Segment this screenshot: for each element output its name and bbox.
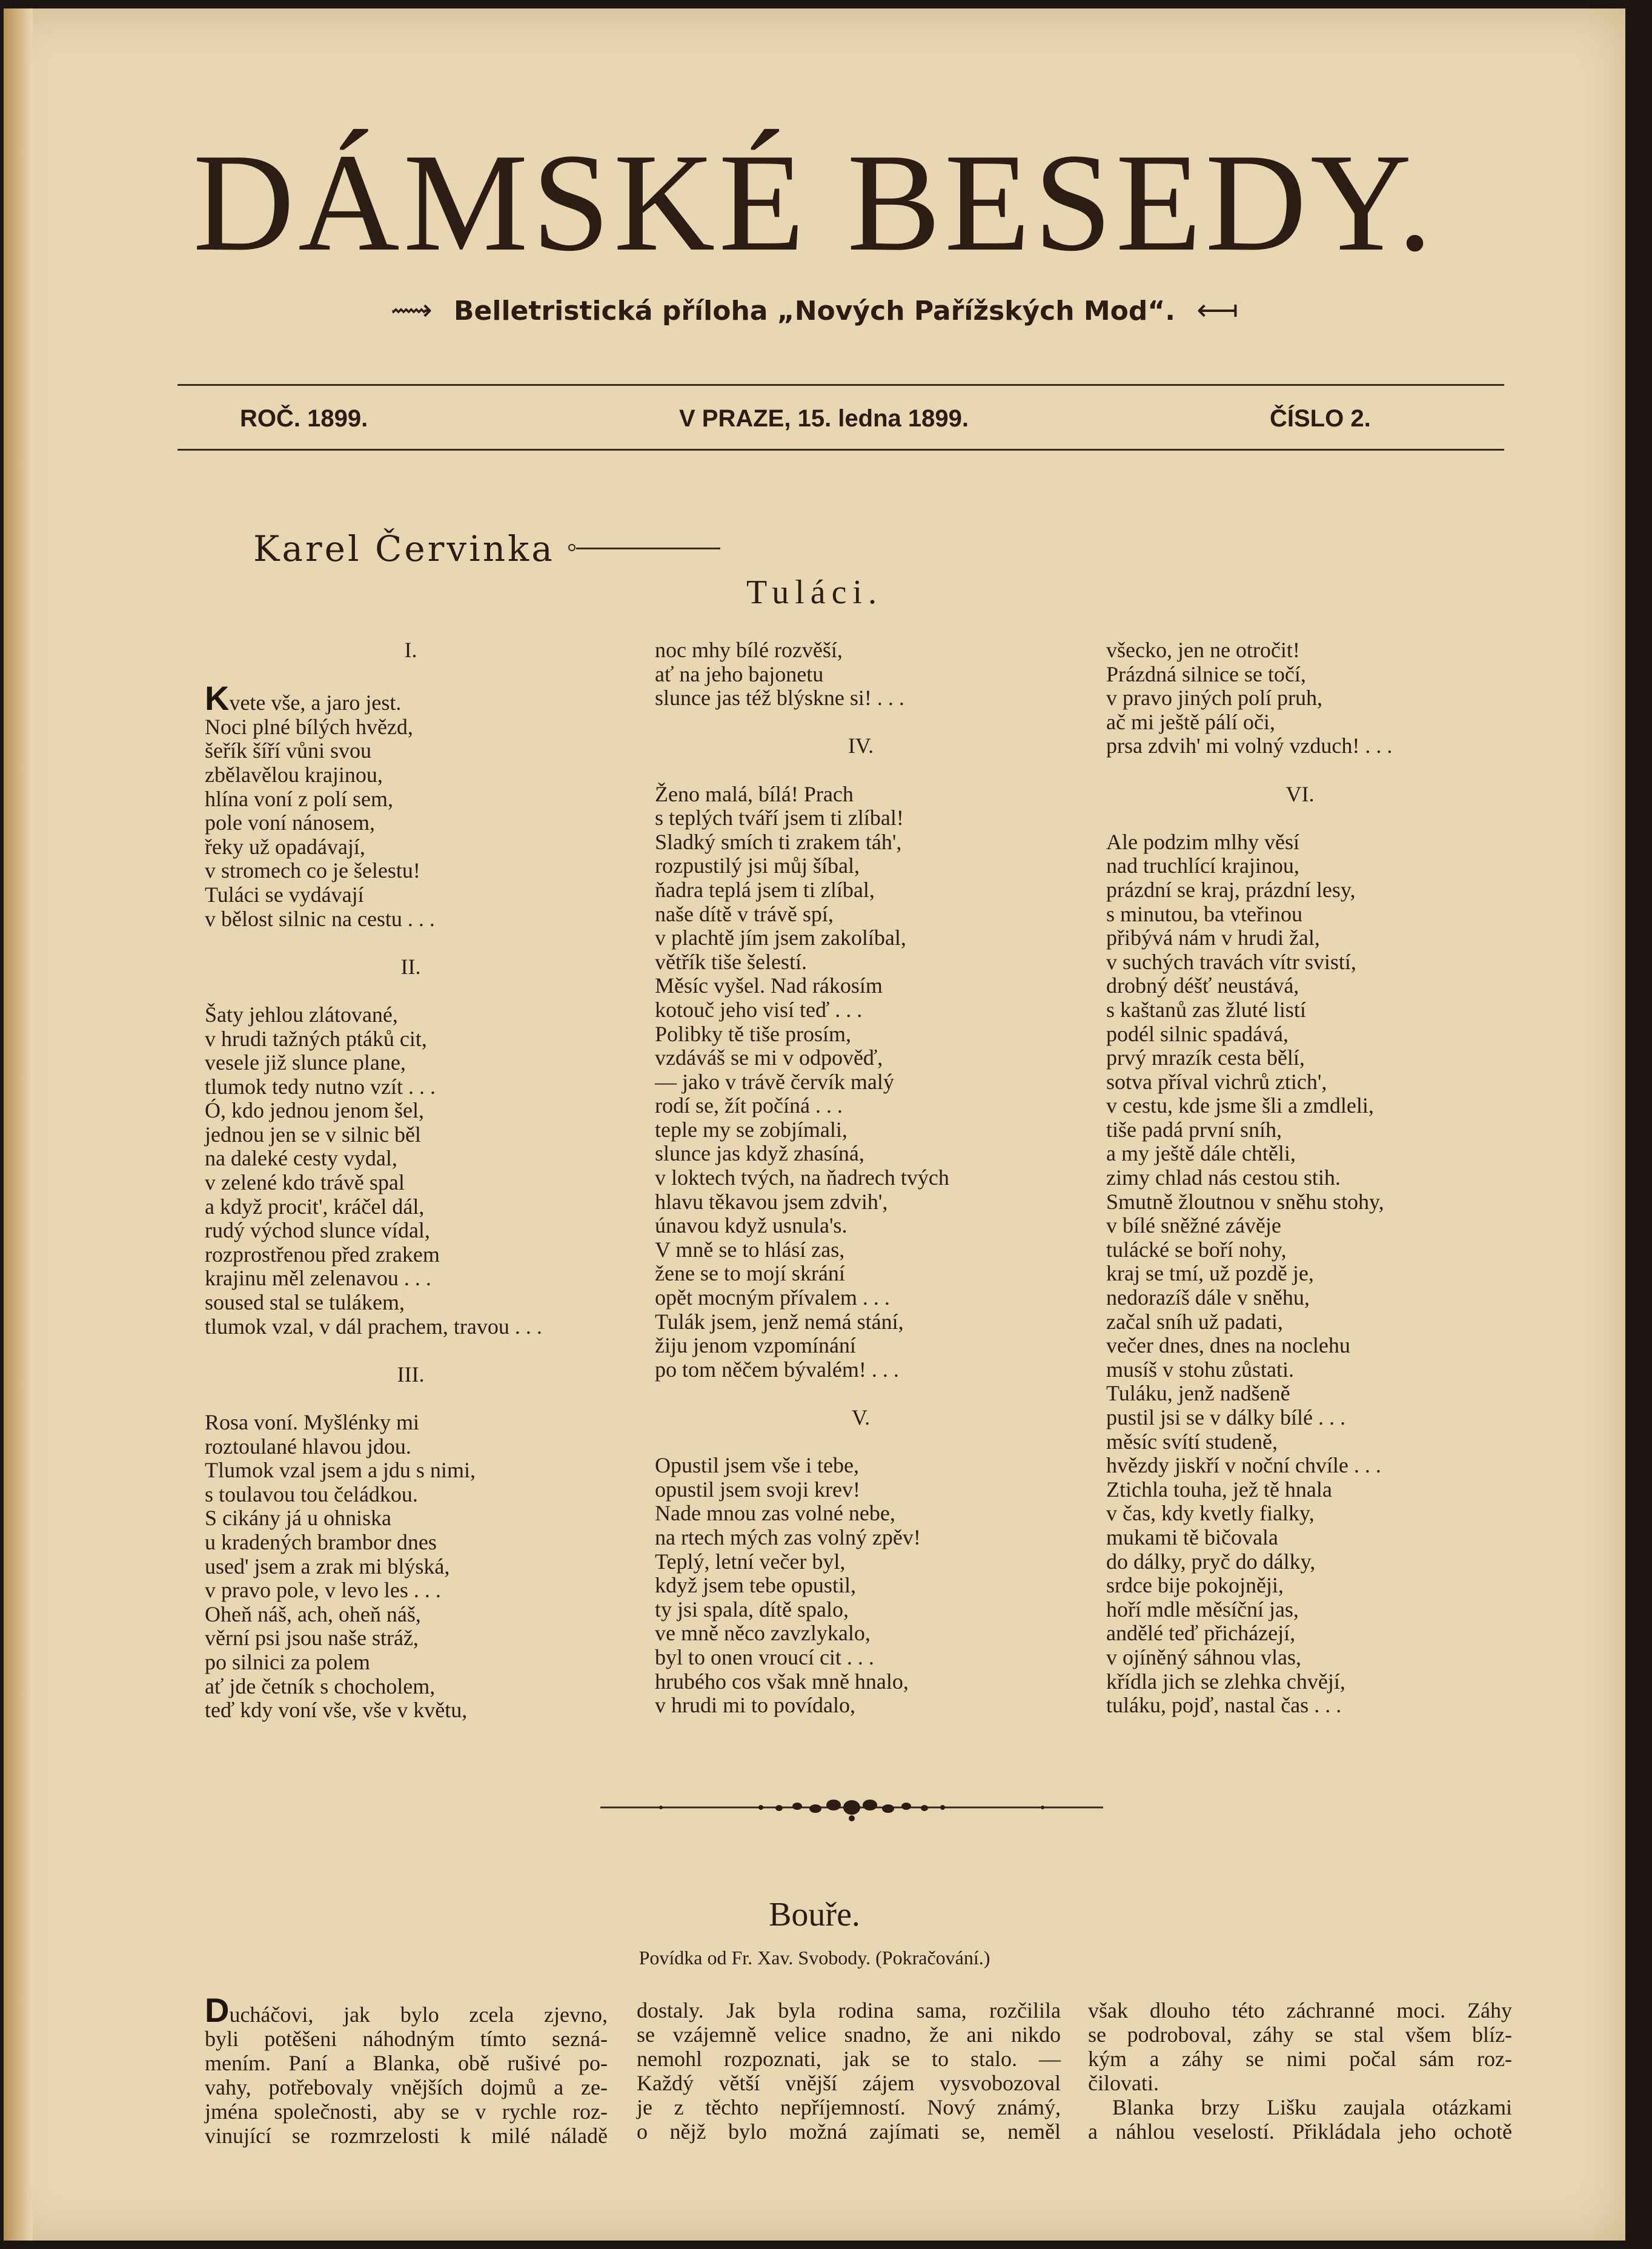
poem-line: s kaštanů zas žluté listí bbox=[1106, 997, 1306, 1022]
poem-line: hvězdy jiskří v noční chvíle . . . bbox=[1106, 1453, 1381, 1478]
poem-line: rozpustilý jsi můj šíbal, bbox=[655, 853, 860, 878]
stanza-gap bbox=[205, 979, 617, 1003]
poem-line: po silnici za polem bbox=[205, 1649, 370, 1674]
poem-line: v stromech co je šelestu! bbox=[205, 858, 420, 883]
poem-line: v bělost silnic na cestu . . . bbox=[205, 906, 435, 931]
poem-line: ve mně něco zavzlykalo, bbox=[655, 1621, 871, 1646]
poem-column-1 bbox=[205, 638, 617, 1723]
poem-line: Ztichla touha, jež tě hnala bbox=[1106, 1477, 1332, 1502]
poem-line: andělé teď přicházejí, bbox=[1106, 1621, 1296, 1646]
stanza-gap bbox=[1106, 758, 1494, 783]
poem-line: noc mhy bílé rozvěší, bbox=[655, 638, 843, 662]
poem-line: prázdní se kraj, prázdní lesy, bbox=[1106, 877, 1356, 902]
poem-line: sotva příval vichrů ztich', bbox=[1106, 1069, 1327, 1094]
story-line: se podroboval, záhy se stal všem blíz- bbox=[1088, 2022, 1512, 2047]
poem-line: nad truchlící krajinou, bbox=[1106, 853, 1299, 878]
poem-line: teď kdy voní vše, vše v květu, bbox=[205, 1698, 468, 1723]
poem-line: Sladký smích ti zrakem táh', bbox=[655, 829, 902, 854]
author-line bbox=[576, 548, 720, 549]
poem-line: s toulavou tou čeládkou. bbox=[205, 1482, 418, 1506]
stanza-gap bbox=[655, 758, 1067, 783]
poem-line: a my ještě dále chtěli, bbox=[1106, 1141, 1296, 1166]
stanza-gap bbox=[205, 931, 617, 955]
poem-line: v hrudi tažných ptáků cit, bbox=[205, 1026, 427, 1051]
story-line: Každý větší vnější zájem vysvobozoval bbox=[637, 2071, 1061, 2095]
stanza-number: VI. bbox=[1285, 781, 1315, 806]
story-line: vahy, potřebovaly vnějších dojmů a ze- bbox=[205, 2075, 608, 2099]
story-line: mením. Paní a Blanka, obě rušivé po- bbox=[205, 2051, 608, 2075]
stanza-number: IV. bbox=[848, 734, 874, 758]
issue-date: V PRAZE, 15. ledna 1899. bbox=[679, 405, 969, 432]
story-column-1 bbox=[205, 1991, 608, 2148]
poem-line: Noci plné bílých hvězd, bbox=[205, 714, 413, 739]
poem-line: ňadra teplá jsem ti zlíbal, bbox=[655, 877, 875, 902]
stanza-gap bbox=[655, 1430, 1067, 1454]
poem-line: přibývá nám v hrudi žal, bbox=[1106, 926, 1320, 950]
poem-line: do dálky, pryč do dálky, bbox=[1106, 1549, 1316, 1574]
poem-line: a když procit', kráčel dál, bbox=[205, 1194, 425, 1219]
story-line: je z těchto nepříjemností. Nový známý, bbox=[637, 2095, 1061, 2119]
drop-cap: D bbox=[205, 1991, 230, 2029]
stanza-gap bbox=[205, 1386, 617, 1411]
poem-line: Ale podzim mlhy věsí bbox=[1106, 829, 1299, 854]
top-rule bbox=[177, 384, 1504, 386]
poem-line: Nade mnou zas volné nebe, bbox=[655, 1501, 895, 1526]
stanza-gap bbox=[205, 663, 617, 687]
poem-line: křídla jich se zlehka chvějí, bbox=[1106, 1669, 1345, 1694]
poem-line: na rtech mých zas volný zpěv! bbox=[655, 1525, 921, 1549]
stanza-gap bbox=[655, 710, 1067, 735]
masthead-subtitle-row bbox=[4, 293, 1625, 327]
poem-line: tulácké se boří nohy, bbox=[1106, 1237, 1287, 1262]
poem-line: kraj se tmí, už pozdě je, bbox=[1106, 1261, 1314, 1286]
poem-line: used' jsem a zrak mi blýská, bbox=[205, 1554, 450, 1578]
poem-line: krajinu měl zelenavou . . . bbox=[205, 1266, 431, 1291]
poem-line: soused stal se tulákem, bbox=[205, 1290, 405, 1315]
poem-line: Prázdná silnice se točí, bbox=[1106, 661, 1306, 686]
poem-line: s minutou, ba vteřinou bbox=[1106, 901, 1302, 926]
poem-line: měsíc svítí studeně, bbox=[1106, 1429, 1278, 1454]
stanza-gap bbox=[655, 1382, 1067, 1406]
poem-line: pustil jsi se v dálky bílé . . . bbox=[1106, 1405, 1345, 1429]
poem-line: Tulák jsem, jenž nemá stání, bbox=[655, 1309, 904, 1334]
poem-line: S cikány já u ohniska bbox=[205, 1506, 391, 1531]
story-byline: Povídka od Fr. Xav. Svobody. (Pokračování.) bbox=[639, 1947, 990, 1969]
poem-line: Oheň náš, ach, oheň náš, bbox=[205, 1601, 421, 1626]
masthead-subtitle: Belletristická příloha „Nových Pařížských Mod“. bbox=[454, 296, 1175, 326]
drop-cap: K bbox=[205, 679, 230, 718]
poem-column-2 bbox=[655, 638, 1067, 1718]
story-column-2 bbox=[637, 1998, 1061, 2144]
story-line: se vzájemně velice snadno, že ani nikdo bbox=[637, 2022, 1061, 2047]
poem-line: slunce jas když zhasíná, bbox=[655, 1141, 864, 1166]
stanza-number: V. bbox=[851, 1405, 871, 1429]
story-line: kým a záhy se nimi počal sám roz- bbox=[1088, 2047, 1512, 2071]
poem-line: teple my se zobjímali, bbox=[655, 1117, 848, 1142]
story-line: však dlouho této záchranné moci. Záhy bbox=[1088, 1998, 1512, 2022]
poem-line: větřík tiše šelestí. bbox=[655, 949, 807, 974]
poem-line: rozprostřenou před zrakem bbox=[205, 1242, 440, 1267]
poem-line: s teplých tváří jsem ti zlíbal! bbox=[655, 806, 904, 830]
poem-line: byl to onen vroucí cit . . . bbox=[655, 1645, 874, 1669]
poem-line: Tlumok vzal jsem a jdu s nimi, bbox=[205, 1458, 476, 1483]
poem-line: opustil jsem svoji krev! bbox=[655, 1477, 860, 1502]
ornament-divider bbox=[600, 1789, 1103, 1826]
stanza-number: III. bbox=[397, 1362, 425, 1386]
story-line: jména společnosti, aby se v rychle roz- bbox=[205, 2099, 608, 2124]
story-line: nemohl rozpoznati, jak se to stalo. — bbox=[637, 2047, 1061, 2071]
poem-line: hoří mdle měsíční jas, bbox=[1106, 1597, 1299, 1621]
poem-author: Karel Červinka bbox=[253, 528, 555, 569]
poem-line: Tuláci se vydávají bbox=[205, 882, 364, 907]
poem-line: u kradených brambor dnes bbox=[205, 1529, 437, 1554]
volume-year: ROČ. 1899. bbox=[240, 405, 368, 432]
stanza-number: II. bbox=[400, 954, 421, 979]
poem-line: ač mi ještě pálí oči, bbox=[1106, 709, 1275, 734]
poem-line: vzdáváš se mi v odpověď, bbox=[655, 1045, 883, 1070]
story-title: Bouře. bbox=[769, 1896, 860, 1933]
story-line: byli potěšeni náhodným tímto sezná- bbox=[205, 2027, 608, 2051]
poem-line: naše dítě v trávě spí, bbox=[655, 901, 834, 926]
poem-line: všecko, jen ne otročit! bbox=[1106, 638, 1300, 662]
poem-line: v cestu, kde jsme šli a zmdleli, bbox=[1106, 1093, 1374, 1118]
issue-info-row bbox=[240, 405, 1451, 442]
poem-line: v čas, kdy kvetly fialky, bbox=[1106, 1501, 1315, 1526]
poem-line: Teplý, letní večer byl, bbox=[655, 1549, 846, 1574]
poem-line: Rosa voní. Myšlénky mi bbox=[205, 1410, 420, 1434]
poem-line: rudý východ slunce vídal, bbox=[205, 1218, 430, 1243]
poem-line: V mně se to hlásí zas, bbox=[655, 1237, 845, 1262]
story-line: vinující se rozmrzelosti k milé náladě bbox=[205, 2124, 608, 2148]
poem-line: Ó, kdo jednou jenom šel, bbox=[205, 1098, 424, 1123]
poem-line: když jsem tebe opustil, bbox=[655, 1573, 856, 1598]
poem-line: drobný déšť neustává, bbox=[1106, 973, 1299, 998]
poem-line: tlumok vzal, v dál prachem, travou . . . bbox=[205, 1314, 542, 1339]
story-column-3 bbox=[1088, 1998, 1512, 2144]
left-flourish-icon: ⟿ bbox=[390, 293, 433, 327]
poem-line: opět mocným přívalem . . . bbox=[655, 1285, 890, 1310]
author-line-dot bbox=[568, 544, 576, 551]
poem-line: večer dnes, dnes na noclehu bbox=[1106, 1333, 1350, 1358]
poem-line: hrubého cos však mně hnalo, bbox=[655, 1669, 909, 1694]
poem-line: žiju jenom vzpomínání bbox=[655, 1333, 856, 1358]
poem-line: podél silnic spadává, bbox=[1106, 1021, 1289, 1046]
poem-line: tuláku, pojď, nastal čas . . . bbox=[1106, 1693, 1342, 1718]
poem-line: v bílé sněžné závěje bbox=[1106, 1213, 1281, 1238]
issue-number: ČÍSLO 2. bbox=[1270, 405, 1371, 432]
poem-line: Tuláku, jenž nadšeně bbox=[1106, 1381, 1290, 1406]
story-line: a náhlou veselostí. Přikládala jeho ochotě bbox=[1088, 2119, 1512, 2144]
poem-line: v plachtě jím jsem zakolíbal, bbox=[655, 926, 906, 950]
poem-title: Tuláci. bbox=[746, 574, 883, 611]
poem-line: Opustil jsem vše i tebe, bbox=[655, 1453, 859, 1478]
poem-line: únavou když usnula's. bbox=[655, 1213, 848, 1238]
poem-line: prsa zdvih' mi volný vzduch! . . . bbox=[1106, 734, 1393, 758]
masthead-title: DÁMSKÉ BESEDY. bbox=[193, 125, 1436, 280]
poem-line: v hrudi mi to povídalo, bbox=[655, 1693, 855, 1718]
poem-line: věrní psi jsou naše stráž, bbox=[205, 1626, 419, 1651]
poem-line: Smutně žloutnou v sněhu stohy, bbox=[1106, 1189, 1384, 1214]
poem-line: v pravo pole, v levo les . . . bbox=[205, 1578, 441, 1603]
poem-line: pole voní nánosem, bbox=[205, 810, 375, 835]
poem-line: ať jde četník s chocholem, bbox=[205, 1674, 436, 1698]
poem-line: kotouč jeho visí teď . . . bbox=[655, 997, 863, 1022]
poem-line: na daleké cesty vydal, bbox=[205, 1146, 397, 1171]
poem-line: v pravo jiných polí pruh, bbox=[1106, 686, 1322, 710]
poem-line: jednou jen se v silnic běl bbox=[205, 1122, 421, 1147]
poem-line: šeřík šíří vůni svou bbox=[205, 738, 371, 763]
poem-line: zbělavělou krajinou, bbox=[205, 762, 383, 787]
poem-line: v suchých travách vítr svistí, bbox=[1106, 949, 1356, 974]
right-flourish-icon: ⟻ bbox=[1196, 293, 1239, 327]
poem-line: hlavu těkavou jsem zdvih', bbox=[655, 1189, 888, 1214]
poem-line: slunce jas též blýskne si! . . . bbox=[655, 686, 904, 710]
bottom-rule bbox=[177, 449, 1504, 451]
poem-line: Šaty jehlou zlátované, bbox=[205, 1002, 398, 1027]
poem-line: roztoulané hlavou jdou. bbox=[205, 1434, 411, 1459]
story-line: Blanka brzy Lišku zaujala otázkami bbox=[1112, 2095, 1512, 2119]
poem-line: mukami tě bičovala bbox=[1106, 1525, 1278, 1549]
poem-line: Měsíc vyšel. Nad rákosím bbox=[655, 973, 883, 998]
story-line: o nějž bylo možná zajímati se, neměl bbox=[637, 2119, 1061, 2144]
poem-line: rodí se, žít počíná . . . bbox=[655, 1093, 843, 1118]
poem-line: musíš v stohu zůstati. bbox=[1106, 1357, 1295, 1382]
poem-line: Ženo malá, bílá! Prach bbox=[655, 781, 854, 806]
poem-line: zimy chlad nás cestou stih. bbox=[1106, 1165, 1341, 1190]
poem-line: v zelené kdo trávě spal bbox=[205, 1170, 405, 1195]
poem-line: srdce bije pokojněji, bbox=[1106, 1573, 1284, 1598]
poem-line: řeky už opadávají, bbox=[205, 834, 365, 859]
poem-line: žene se to mojí skrání bbox=[655, 1261, 845, 1286]
poem-line: — jako v trávě červík malý bbox=[655, 1069, 894, 1094]
poem-line: ty jsi spala, dítě spalo, bbox=[655, 1597, 849, 1621]
poem-line: hlína voní z polí sem, bbox=[205, 786, 393, 811]
poem-line: Kvete vše, a jaro jest. bbox=[205, 679, 402, 718]
poem-line: v ojíněný sáhnou vlas, bbox=[1106, 1645, 1301, 1669]
stanza-number: I. bbox=[404, 638, 417, 662]
stanza-gap bbox=[1106, 806, 1494, 830]
poem-line: začal sníh už padati, bbox=[1106, 1309, 1283, 1334]
newspaper-page bbox=[4, 8, 1625, 2241]
poem-line: prvý mrazík cesta bělí, bbox=[1106, 1045, 1305, 1070]
poem-line: v loktech tvých, na ňadrech tvých bbox=[655, 1165, 949, 1190]
stanza-gap bbox=[205, 1339, 617, 1363]
poem-line: nedorazíš dále v sněhu, bbox=[1106, 1285, 1310, 1310]
poem-column-3 bbox=[1106, 638, 1494, 1718]
poem-line: tiše padá první sníh, bbox=[1106, 1117, 1282, 1142]
poem-line: Polibky tě tiše prosím, bbox=[655, 1021, 851, 1046]
story-line: dostaly. Jak byla rodina sama, rozčilila bbox=[637, 1998, 1061, 2022]
story-line: Ducháčovi, jak bylo zcela zjevno, bbox=[205, 1991, 608, 2029]
poem-line: po tom něčem bývalém! . . . bbox=[655, 1357, 899, 1382]
story-line: čilovati. bbox=[1088, 2071, 1159, 2095]
poem-line: ať na jeho bajonetu bbox=[655, 661, 824, 686]
poem-line: vesele již slunce plane, bbox=[205, 1050, 406, 1075]
poem-line: tlumok tedy nutno vzít . . . bbox=[205, 1074, 436, 1099]
